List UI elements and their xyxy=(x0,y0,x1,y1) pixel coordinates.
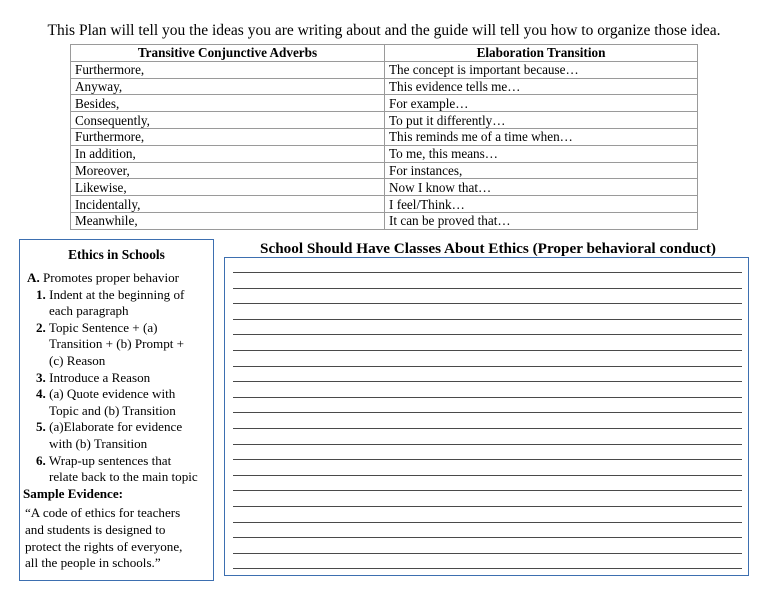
outline-list xyxy=(20,270,213,572)
writing-line[interactable] xyxy=(233,522,742,523)
writing-line[interactable] xyxy=(233,350,742,351)
step-number: 1. xyxy=(36,286,46,302)
outline-step xyxy=(20,336,213,353)
outline-step xyxy=(20,370,213,387)
table-row xyxy=(71,145,698,162)
outline-step xyxy=(20,386,213,403)
writing-line[interactable] xyxy=(233,475,742,476)
writing-line[interactable] xyxy=(233,366,742,367)
writing-line[interactable] xyxy=(233,319,742,320)
step-text: with (b) Transition xyxy=(49,435,148,451)
writing-line[interactable] xyxy=(233,397,742,398)
writing-area[interactable] xyxy=(224,257,749,576)
outline-step xyxy=(20,287,213,304)
step-number: 6. xyxy=(36,452,46,468)
adverb-cell: In addition, xyxy=(71,145,385,162)
outline-step xyxy=(20,353,213,370)
step-text: each paragraph xyxy=(49,303,129,319)
step-text: Transition + (b) Prompt + xyxy=(49,336,185,352)
elaboration-cell: Now I know that… xyxy=(385,179,698,196)
step-text: Wrap-up sentences that xyxy=(48,452,172,468)
outline-step xyxy=(20,453,213,470)
step-text: Topic and (b) Transition xyxy=(49,402,176,418)
table-row xyxy=(71,212,698,229)
adverb-cell: Furthermore, xyxy=(71,61,385,78)
transition-table xyxy=(70,44,698,230)
outline-step xyxy=(20,403,213,420)
step-number: 2. xyxy=(36,319,46,335)
outline-step xyxy=(20,419,213,436)
outline-step xyxy=(20,303,213,320)
elaboration-cell: For example… xyxy=(385,95,698,112)
writing-line[interactable] xyxy=(233,506,742,507)
step-text: (c) Reason xyxy=(49,352,106,368)
step-text: relate back to the main topic xyxy=(49,469,198,485)
writing-line[interactable] xyxy=(233,334,742,335)
writing-line[interactable] xyxy=(233,428,742,429)
elaboration-cell: To put it differently… xyxy=(385,112,698,129)
outline-title: Ethics in Schools xyxy=(68,247,165,262)
adverb-cell: Consequently, xyxy=(71,112,385,129)
essay-title: School Should Have Classes About Ethics (Proper behavioral conduct) xyxy=(260,240,716,257)
table-row xyxy=(71,179,698,196)
outline-panel xyxy=(19,239,214,581)
step-text: Topic Sentence + (a) xyxy=(48,319,158,335)
table-body xyxy=(71,61,698,229)
outline-step xyxy=(20,320,213,337)
sample-evidence-quote xyxy=(20,505,213,571)
elaboration-cell: This reminds me of a time when… xyxy=(385,128,698,145)
table-row xyxy=(71,196,698,213)
table-row xyxy=(71,162,698,179)
sample-evidence-heading: Sample Evidence: xyxy=(23,485,124,501)
outline-point-a xyxy=(20,270,213,287)
adverb-cell: Incidentally, xyxy=(71,196,385,213)
table-row xyxy=(71,128,698,145)
elaboration-cell: I feel/Think… xyxy=(385,196,698,213)
elaboration-cell: This evidence tells me… xyxy=(385,78,698,95)
elaboration-cell: It can be proved that… xyxy=(385,212,698,229)
adverb-cell: Likewise, xyxy=(71,179,385,196)
step-number: 4. xyxy=(36,386,46,402)
quote-line: protect the rights of everyone, xyxy=(25,538,183,554)
elaboration-cell: For instances, xyxy=(385,162,698,179)
column-header: Elaboration Transition xyxy=(385,45,698,62)
elaboration-cell: To me, this means… xyxy=(385,145,698,162)
adverb-cell: Furthermore, xyxy=(71,128,385,145)
quote-line: all the people in schools.” xyxy=(25,555,161,571)
step-number: 3. xyxy=(36,369,46,385)
adverb-cell: Besides, xyxy=(71,95,385,112)
intro-text: This Plan will tell you the ideas you are writing about and the guide will tell you how to organize those idea. xyxy=(47,22,721,39)
step-number: 5. xyxy=(36,419,46,435)
table-row xyxy=(71,78,698,95)
writing-line[interactable] xyxy=(233,412,742,413)
writing-line[interactable] xyxy=(233,272,742,273)
step-text: (a)Elaborate for evidence xyxy=(49,419,183,435)
quote-line: “A code of ethics for teachers xyxy=(25,505,181,521)
writing-line[interactable] xyxy=(233,444,742,445)
quote-line: and students is designed to xyxy=(25,521,166,537)
writing-line[interactable] xyxy=(233,459,742,460)
step-text: Introduce a Reason xyxy=(49,369,151,385)
writing-line[interactable] xyxy=(233,303,742,304)
column-header: Transitive Conjunctive Adverbs xyxy=(71,45,385,62)
adverb-cell: Meanwhile, xyxy=(71,212,385,229)
outline-steps xyxy=(20,287,213,486)
point-a-label: A. xyxy=(27,270,40,285)
writing-line[interactable] xyxy=(233,288,742,289)
point-a-text: Promotes proper behavior xyxy=(43,270,180,285)
writing-line[interactable] xyxy=(233,381,742,382)
adverb-cell: Anyway, xyxy=(71,78,385,95)
table-header-row xyxy=(71,45,698,62)
table-row xyxy=(71,61,698,78)
writing-line[interactable] xyxy=(233,568,742,569)
writing-line[interactable] xyxy=(233,537,742,538)
adverb-cell: Moreover, xyxy=(71,162,385,179)
outline-step xyxy=(20,469,213,486)
step-text: (a) Quote evidence with xyxy=(49,386,176,402)
outline-step xyxy=(20,436,213,453)
table-row xyxy=(71,95,698,112)
step-text: Indent at the beginning of xyxy=(49,286,185,302)
writing-line[interactable] xyxy=(233,490,742,491)
table-row xyxy=(71,112,698,129)
writing-line[interactable] xyxy=(233,553,742,554)
elaboration-cell: The concept is important because… xyxy=(385,61,698,78)
